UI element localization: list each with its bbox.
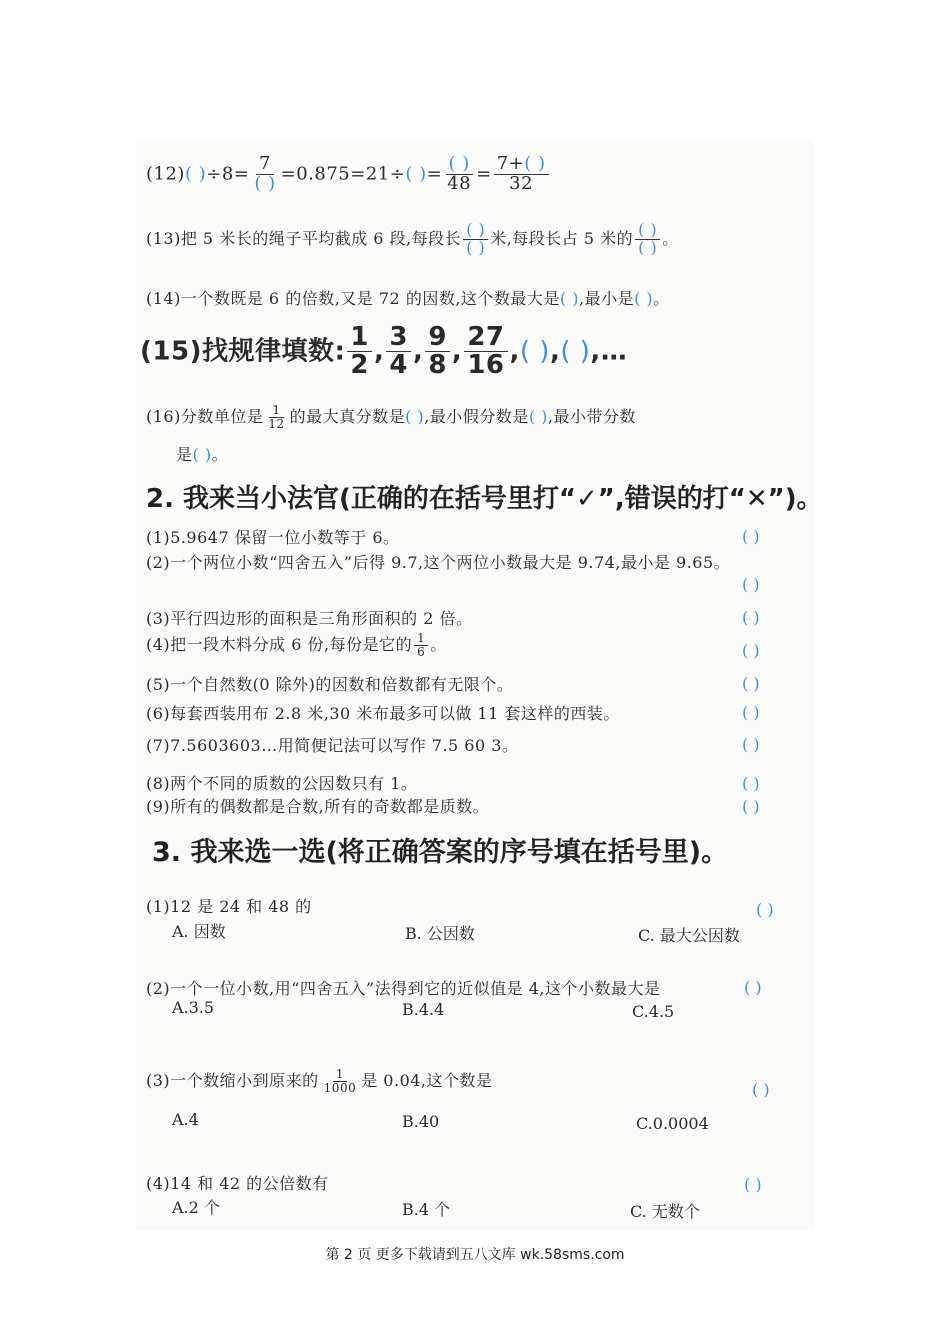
fraction-numerator: 9 bbox=[425, 324, 450, 352]
answer-blank[interactable]: ( ) bbox=[405, 407, 425, 426]
fraction-numerator: 27 bbox=[464, 324, 507, 352]
question-12 bbox=[146, 155, 551, 194]
question-text: 是 0.04,这个数是 bbox=[361, 1071, 493, 1090]
question-15 bbox=[140, 324, 627, 380]
fraction bbox=[464, 324, 507, 380]
option-c[interactable]: C.4.5 bbox=[632, 1002, 675, 1021]
answer-blank[interactable]: ( ) bbox=[742, 527, 760, 546]
question-text: 。 bbox=[662, 228, 679, 248]
answer-blank[interactable]: ( ) bbox=[528, 407, 548, 426]
answer-blank[interactable]: ( ) bbox=[254, 172, 276, 194]
answer-blank[interactable]: ( ) bbox=[466, 237, 486, 257]
option-c[interactable]: C. 无数个 bbox=[630, 1202, 700, 1221]
answer-blank[interactable]: ( ) bbox=[752, 1080, 770, 1099]
fraction bbox=[494, 155, 549, 194]
answer-blank[interactable]: ( ) bbox=[184, 163, 207, 185]
answer-blank[interactable]: ( ) bbox=[742, 641, 760, 660]
separator: , bbox=[412, 336, 424, 367]
question-text: (13)把 5 米长的绳子平均截成 6 段,每段长 bbox=[146, 228, 462, 248]
fraction-blank bbox=[463, 222, 488, 257]
judge-item-2: (2)一个两位小数“四舍五入”后得 9.7,这个两位小数最大是 9.74,最小是 9.65。 bbox=[146, 553, 731, 572]
fraction bbox=[444, 155, 474, 194]
question-text: (15)找规律填数: bbox=[140, 336, 346, 367]
page-footer: 第 2 页 更多下载请到五八文库 wk.58sms.com bbox=[325, 1247, 625, 1263]
option-b[interactable]: B.4.4 bbox=[402, 1000, 445, 1019]
expression-text: =0.875=21÷ bbox=[280, 163, 406, 185]
fraction-denominator: 2 bbox=[350, 350, 369, 381]
question-text: 。 bbox=[653, 289, 670, 308]
question-text: (16)分数单位是 bbox=[146, 407, 264, 426]
fraction bbox=[414, 632, 428, 658]
option-c[interactable]: C.0.0004 bbox=[636, 1114, 709, 1133]
section-2-title: 2. 我来当小法官(正确的在括号里打“✓”,错误的打“✕”)。 bbox=[146, 484, 823, 514]
judge-item-3: (3)平行四边形的面积是三角形面积的 2 倍。 bbox=[146, 609, 473, 628]
question-text: ,最小带分数 bbox=[547, 407, 636, 426]
question-13 bbox=[146, 222, 679, 257]
answer-blank[interactable]: ( ) bbox=[519, 336, 550, 367]
fraction-denominator: 8 bbox=[428, 350, 447, 381]
question-text: 。 bbox=[211, 445, 229, 464]
choice-question-1: (1)12 是 24 和 48 的 bbox=[146, 897, 312, 916]
fraction-denominator: 6 bbox=[417, 645, 426, 659]
fraction-denominator: 48 bbox=[447, 172, 472, 194]
question-number: (12) bbox=[146, 163, 185, 185]
answer-blank[interactable]: ( ) bbox=[192, 445, 212, 464]
judge-item-4 bbox=[146, 632, 447, 659]
judge-item-8: (8)两个不同的质数的公因数只有 1。 bbox=[146, 774, 418, 793]
answer-blank[interactable]: ( ) bbox=[742, 575, 760, 594]
expression-text: ÷8= bbox=[206, 163, 250, 185]
answer-blank[interactable]: ( ) bbox=[742, 797, 760, 816]
question-16 bbox=[146, 404, 636, 431]
fraction-numerator: 1 bbox=[269, 404, 283, 418]
ellipsis: ,… bbox=[590, 336, 628, 367]
answer-blank[interactable]: ( ) bbox=[756, 900, 774, 919]
question-text: 的最大真分数是 bbox=[289, 407, 406, 426]
answer-blank[interactable]: ( ) bbox=[638, 237, 658, 257]
answer-blank[interactable]: ( ) bbox=[742, 674, 760, 693]
option-b[interactable]: B. 公因数 bbox=[405, 924, 475, 943]
fraction-numerator: 3 bbox=[386, 324, 411, 352]
answer-blank[interactable]: ( ) bbox=[560, 336, 591, 367]
judge-item-1: (1)5.9647 保留一位小数等于 6。 bbox=[146, 528, 400, 547]
option-a[interactable]: A.4 bbox=[172, 1110, 199, 1129]
fraction-denominator: 1000 bbox=[323, 1081, 357, 1095]
question-text: (3)一个数缩小到原来的 bbox=[146, 1071, 319, 1090]
separator: , bbox=[549, 336, 561, 367]
question-text: ,最小是 bbox=[578, 289, 635, 308]
judge-item-9: (9)所有的偶数都是合数,所有的奇数都是质数。 bbox=[146, 797, 490, 816]
fraction bbox=[321, 1068, 360, 1094]
question-14 bbox=[146, 286, 670, 309]
question-text: 。 bbox=[430, 635, 447, 654]
fraction-denominator: 32 bbox=[509, 172, 534, 194]
judge-item-5: (5)一个自然数(0 除外)的因数和倍数都有无限个。 bbox=[146, 675, 514, 694]
judge-item-6: (6)每套西装用布 2.8 米,30 米布最多可以做 11 套这样的西装。 bbox=[146, 704, 620, 723]
option-a[interactable]: A.3.5 bbox=[172, 998, 215, 1017]
question-text: ,最小假分数是 bbox=[424, 407, 529, 426]
fraction-numerator: 7 bbox=[256, 155, 274, 175]
fraction bbox=[251, 155, 278, 194]
expression-text: = bbox=[476, 163, 492, 185]
answer-blank[interactable]: ( ) bbox=[446, 155, 473, 175]
answer-blank[interactable]: ( ) bbox=[463, 222, 488, 240]
separator: , bbox=[451, 336, 463, 367]
choice-question-4: (4)14 和 42 的公倍数有 bbox=[146, 1174, 329, 1193]
answer-blank[interactable]: ( ) bbox=[742, 735, 760, 754]
fraction-numerator: 1 bbox=[333, 1068, 347, 1082]
answer-blank[interactable]: ( ) bbox=[634, 289, 654, 308]
fraction-numerator: 1 bbox=[414, 632, 428, 646]
expression-text: = bbox=[426, 163, 443, 185]
question-text: 是 bbox=[176, 445, 193, 464]
option-c[interactable]: C. 最大公因数 bbox=[638, 926, 740, 945]
answer-blank[interactable]: ( ) bbox=[742, 774, 760, 793]
answer-blank[interactable]: ( ) bbox=[405, 163, 427, 185]
answer-blank[interactable]: ( ) bbox=[742, 703, 760, 722]
fraction-denominator: 4 bbox=[389, 350, 408, 381]
fraction bbox=[265, 404, 287, 430]
choice-question-3 bbox=[146, 1068, 493, 1095]
option-a[interactable]: A.2 个 bbox=[172, 1198, 220, 1217]
answer-blank[interactable]: ( ) bbox=[524, 153, 546, 174]
answer-blank[interactable]: ( ) bbox=[744, 978, 762, 997]
question-text: (4)把一段木料分成 6 份,每份是它的 bbox=[146, 635, 413, 654]
answer-blank[interactable]: ( ) bbox=[744, 1175, 762, 1194]
fraction bbox=[425, 324, 450, 380]
separator: , bbox=[509, 336, 520, 367]
option-b[interactable]: B.40 bbox=[402, 1112, 440, 1131]
fraction bbox=[347, 324, 372, 380]
option-b[interactable]: B.4 个 bbox=[402, 1200, 451, 1219]
judge-item-7: (7)7.5603603…用简便记法可以写作 7.5 60 3。 bbox=[146, 736, 519, 755]
section-3-title: 3. 我来选一选(将正确答案的序号填在括号里)。 bbox=[152, 837, 729, 868]
question-16-line2 bbox=[176, 442, 228, 465]
question-text: (14)一个数既是 6 的倍数,又是 72 的因数,这个数最大是 bbox=[146, 289, 560, 308]
fraction-blank bbox=[635, 222, 660, 257]
fraction-numerator: 1 bbox=[347, 324, 372, 352]
answer-blank[interactable]: ( ) bbox=[635, 222, 660, 240]
answer-blank[interactable]: ( ) bbox=[742, 608, 760, 627]
fraction bbox=[386, 324, 411, 380]
option-a[interactable]: A. 因数 bbox=[172, 922, 226, 941]
fraction-numerator: 7+ bbox=[496, 153, 525, 174]
choice-question-2: (2)一个一位小数,用“四舍五入”法得到它的近似值是 4,这个小数最大是 bbox=[146, 979, 661, 998]
separator: , bbox=[373, 336, 385, 367]
fraction-denominator: 12 bbox=[268, 417, 285, 431]
answer-blank[interactable]: ( ) bbox=[559, 289, 579, 308]
fraction-denominator: 16 bbox=[467, 350, 505, 381]
question-text: 米,每段长占 5 米的 bbox=[490, 228, 634, 248]
